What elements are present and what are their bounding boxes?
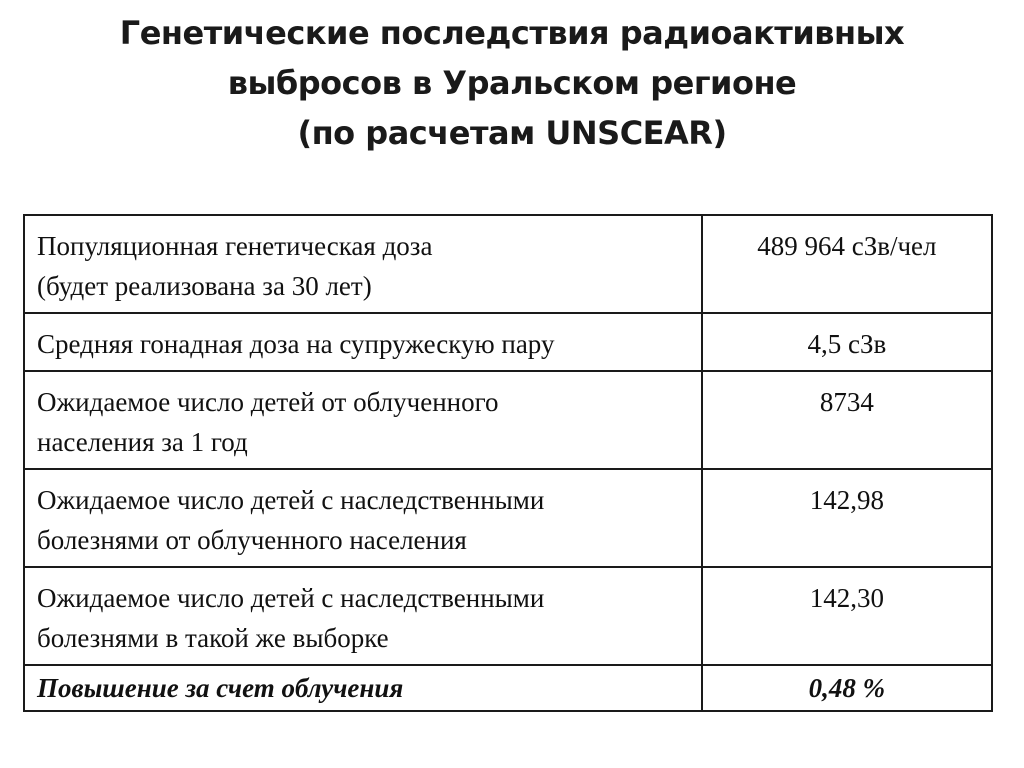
row-label-line-2: болезнями от облученного населения [37, 525, 467, 555]
slide-title-line-2: выбросов в Уральском регионе [227, 64, 797, 102]
results-table [23, 214, 993, 712]
row-label-line-2: болезнями в такой же выборке [37, 623, 389, 653]
slide-title [0, 8, 1024, 158]
row-label [24, 313, 702, 371]
table-row-total [24, 665, 992, 711]
row-value: 142,30 [702, 567, 992, 665]
row-label-line-2: населения за 1 год [37, 427, 248, 457]
row-value: 0,48 % [702, 665, 992, 711]
row-value: 142,98 [702, 469, 992, 567]
row-value: 8734 [702, 371, 992, 469]
row-label-line-1: Ожидаемое число детей от облученного [37, 387, 499, 417]
slide-title-line-3: (по расчетам UNSCEAR) [297, 114, 727, 152]
table-row [24, 567, 992, 665]
row-label [24, 371, 702, 469]
row-label [24, 469, 702, 567]
row-label [24, 215, 702, 313]
row-label-line-1: Повышение за счет облучения [37, 673, 404, 703]
table-row [24, 469, 992, 567]
row-value: 489 964 сЗв/чел [702, 215, 992, 313]
row-label [24, 665, 702, 711]
row-label-line-2: (будет реализована за 30 лет) [37, 271, 372, 301]
slide-title-line-1: Генетические последствия радиоактивных [119, 14, 905, 52]
row-label [24, 567, 702, 665]
row-label-line-1: Ожидаемое число детей с наследственными [37, 583, 545, 613]
row-value: 4,5 сЗв [702, 313, 992, 371]
table-row [24, 215, 992, 313]
row-label-line-1: Популяционная генетическая доза [37, 231, 433, 261]
row-label-line-1: Средняя гонадная доза на супружескую пару [37, 329, 555, 359]
table-row [24, 371, 992, 469]
table-row [24, 313, 992, 371]
row-label-line-1: Ожидаемое число детей с наследственными [37, 485, 545, 515]
